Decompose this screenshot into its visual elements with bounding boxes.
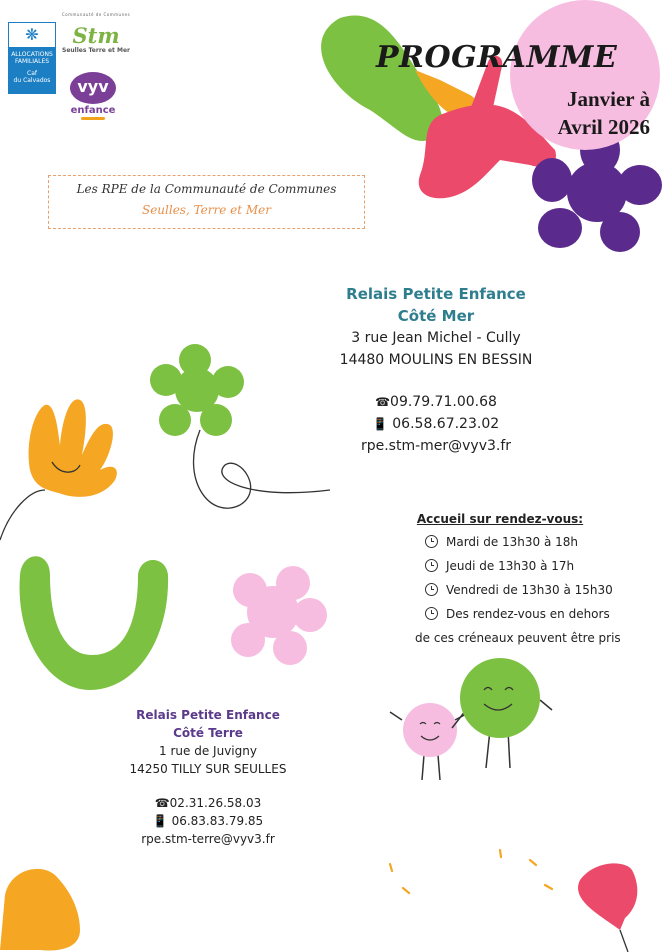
pink-flower — [231, 566, 327, 665]
slot-text: Vendredi de 13h30 à 15h30 — [446, 583, 613, 597]
orange-blob — [0, 869, 80, 951]
extra-text-2: de ces créneaux peuvent être pris — [415, 631, 621, 645]
cote-terre-mobile[interactable]: 06.83.83.79.85 — [171, 814, 264, 828]
cote-mer-name-1: Relais Petite Enfance — [346, 285, 526, 303]
stm-mark: Stm — [72, 23, 120, 48]
slot-row — [425, 532, 600, 552]
clock-icon — [425, 559, 438, 572]
caf-text-3: Caf — [27, 70, 37, 77]
cote-mer-address-2: 14480 MOULINS EN BESSIN — [339, 352, 533, 368]
cote-mer-name-2: Côté Mer — [397, 307, 475, 325]
caf-logo — [8, 22, 56, 94]
slot-text: Jeudi de 13h30 à 17h — [446, 559, 575, 573]
green-flower — [150, 344, 244, 436]
phone-icon: ☎ — [154, 796, 170, 810]
vyv-underline — [81, 117, 105, 120]
period-line-2: Avril 2026 — [557, 115, 650, 139]
stm-logo — [60, 12, 132, 54]
rpe-intro-line-1: Les RPE de la Communauté de Communes — [76, 182, 337, 196]
slot-row — [425, 604, 610, 624]
cote-mer-phone-row — [300, 391, 572, 413]
cote-terre-contact — [108, 706, 308, 848]
slot-row — [425, 580, 613, 600]
extra-row — [415, 628, 621, 648]
accueil-schedule — [400, 512, 621, 648]
slot-row — [425, 556, 600, 576]
cote-mer-mobile-row — [300, 413, 572, 435]
programme-title: PROGRAMME — [376, 40, 618, 75]
cote-terre-name-2: Côté Terre — [173, 726, 243, 740]
vyv-label: enfance — [70, 105, 116, 116]
cote-terre-name-1: Relais Petite Enfance — [136, 708, 280, 722]
green-u — [20, 556, 169, 690]
cote-terre-address-1: 1 rue de Juvigny — [159, 744, 257, 758]
cote-terre-address-2: 14250 TILLY SUR SEULLES — [129, 762, 287, 776]
cote-terre-email[interactable]: rpe.stm-terre@vyv3.fr — [141, 832, 275, 846]
extra-text-1: Des rendez-vous en dehors — [446, 607, 610, 621]
caf-text-4: du Calvados — [13, 77, 51, 84]
sparkle-dashes — [390, 850, 552, 893]
orange-hand — [29, 399, 117, 497]
cote-terre-phone[interactable]: 02.31.26.58.03 — [169, 796, 262, 810]
slot-text: Mardi de 13h30 à 18h — [446, 535, 579, 549]
clock-icon — [425, 535, 438, 548]
clock-icon — [425, 583, 438, 596]
caf-text-1: ALLOCATIONS — [11, 51, 53, 58]
stm-sub-text: Seulles Terre et Mer — [62, 47, 130, 54]
period-line-1: Janvier à — [566, 87, 650, 111]
mobile-phone-icon: 📱 — [372, 417, 388, 431]
cote-mer-phone[interactable]: 09.79.71.00.68 — [390, 394, 497, 410]
mobile-phone-icon: 📱 — [152, 814, 168, 828]
caf-emblem-icon: ❋ — [8, 22, 56, 48]
cote-mer-email[interactable]: rpe.stm-mer@vyv3.fr — [360, 438, 512, 454]
clock-icon — [425, 607, 438, 620]
stm-top-text: Communauté de Communes — [61, 12, 131, 17]
cote-mer-address-1: 3 rue Jean Michel - Cully — [351, 330, 521, 346]
cote-mer-mobile[interactable]: 06.58.67.23.02 — [392, 416, 500, 432]
vyv-logo — [68, 72, 118, 120]
rpe-intro-box — [48, 175, 365, 229]
green-character — [452, 658, 552, 768]
pink-character — [390, 703, 470, 780]
caf-text-2: FAMILIALES — [14, 58, 50, 65]
accueil-title: Accueil sur rendez-vous: — [416, 512, 584, 526]
rpe-intro-line-2: Seulles, Terre et Mer — [141, 203, 272, 217]
program-period — [520, 85, 650, 141]
cote-terre-mobile-row — [108, 812, 308, 830]
cote-mer-contact — [300, 283, 572, 457]
red-drop — [578, 863, 637, 930]
vyv-mark: vyv — [70, 72, 116, 104]
phone-icon: ☎ — [375, 395, 391, 409]
cote-terre-phone-row — [108, 794, 308, 812]
